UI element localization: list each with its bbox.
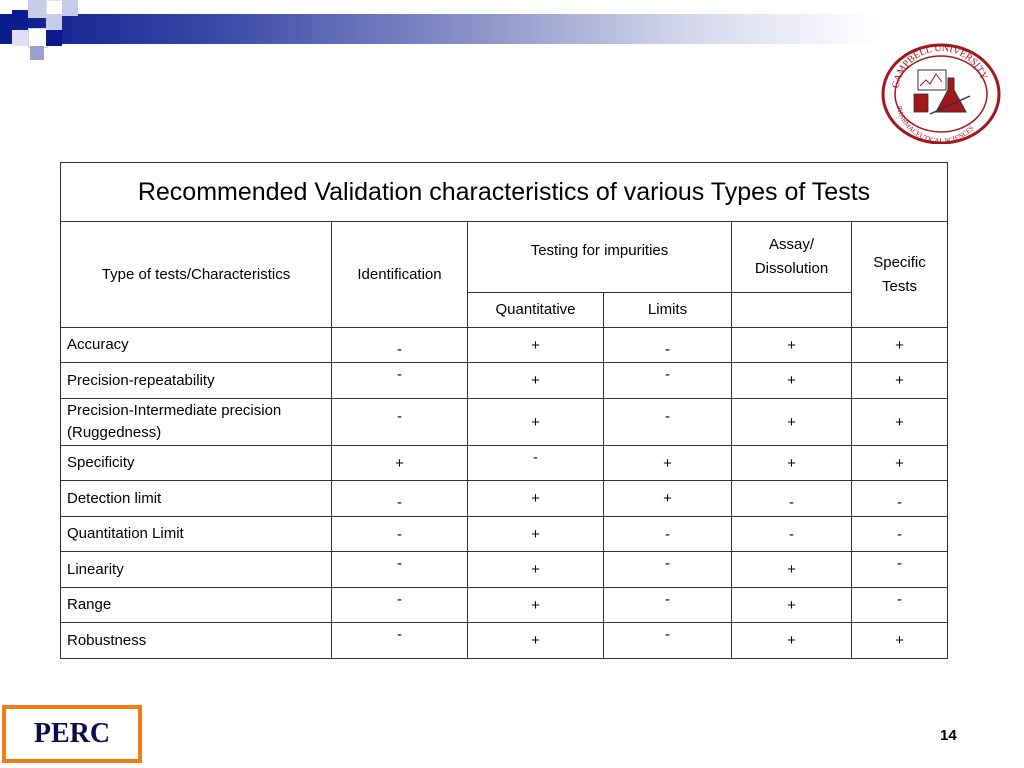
cell-assay: + <box>732 399 852 446</box>
row-label: Specificity <box>61 446 332 481</box>
decor-square <box>30 46 44 60</box>
cell-specific: - <box>852 517 948 552</box>
cell-specific: + <box>852 399 948 446</box>
cell-limits <box>604 588 732 623</box>
table-row <box>61 481 948 517</box>
cell-limits: + <box>604 446 732 481</box>
table-row <box>61 363 948 399</box>
table-row <box>61 623 948 659</box>
row-label: Accuracy <box>61 328 332 363</box>
cell-value: - <box>665 626 670 643</box>
cell-identification <box>332 481 468 517</box>
header-testing-impurities <box>468 222 732 293</box>
cell-specific <box>852 588 948 623</box>
table-row <box>61 328 948 363</box>
cell-specific <box>852 552 948 588</box>
cell-limits: + <box>604 481 732 517</box>
svg-text:CAMPBELL UNIVERSITY: CAMPBELL UNIVERSITY <box>890 42 990 90</box>
svg-text:PHARMACEUTICAL SCIENCES: PHARMACEUTICAL SCIENCES <box>894 105 976 144</box>
cell-quantitative: + <box>468 399 604 446</box>
cell-assay: + <box>732 552 852 588</box>
row-label: Precision-Intermediate precision (Ruggedness) <box>61 399 332 446</box>
cell-value: - <box>665 555 670 572</box>
cell-specific: + <box>852 623 948 659</box>
row-label: Precision-repeatability <box>61 363 332 399</box>
cell-quantitative: + <box>468 481 604 517</box>
header-limits: Limits <box>604 293 732 328</box>
cell-value: - <box>533 448 538 466</box>
cell-assay: + <box>732 446 852 481</box>
cell-value: - <box>789 494 794 511</box>
cell-quantitative: + <box>468 517 604 552</box>
cell-specific: + <box>852 363 948 399</box>
cell-limits: - <box>604 517 732 552</box>
cell-quantitative: + <box>468 552 604 588</box>
header-identification: Identification <box>332 222 468 328</box>
cell-identification <box>332 328 468 363</box>
table-row <box>61 446 948 481</box>
row-label: Robustness <box>61 623 332 659</box>
decor-square <box>46 30 62 46</box>
cell-value: - <box>397 555 402 572</box>
header-specific-line1: Specific <box>873 253 926 271</box>
cell-quantitative: + <box>468 363 604 399</box>
header-testing-impurities-label: Testing for impurities <box>530 242 669 259</box>
table-row <box>61 552 948 588</box>
header-assay-dissolution <box>732 222 852 293</box>
university-seal-logo <box>878 40 1004 144</box>
decor-square <box>62 0 78 16</box>
cell-value: - <box>397 626 402 643</box>
header-assay-line1: Assay/ <box>768 236 814 253</box>
row-label: Linearity <box>61 552 332 588</box>
cell-limits <box>604 552 732 588</box>
decor-square <box>12 30 28 46</box>
cell-limits <box>604 328 732 363</box>
row-label: Detection limit <box>61 481 332 517</box>
decor-square <box>12 10 28 26</box>
cell-value: - <box>397 494 402 511</box>
cell-identification <box>332 588 468 623</box>
header-type-of-tests: Type of tests/Characteristics <box>61 222 332 328</box>
cell-specific <box>852 481 948 517</box>
cell-limits <box>604 623 732 659</box>
cell-specific: + <box>852 328 948 363</box>
cell-identification: + <box>332 446 468 481</box>
cell-value: - <box>665 340 670 358</box>
cell-quantitative: + <box>468 328 604 363</box>
decor-square <box>28 28 48 48</box>
cell-quantitative <box>468 446 604 481</box>
cell-identification: - <box>332 517 468 552</box>
cell-assay: + <box>732 328 852 363</box>
cell-limits <box>604 399 732 446</box>
cell-value: - <box>665 366 670 383</box>
page-number: 14 <box>940 727 957 744</box>
header-specific-line2: Tests <box>881 277 917 295</box>
table-row <box>61 399 948 446</box>
cell-value: - <box>397 590 402 608</box>
validation-characteristics-table <box>60 162 948 659</box>
cell-value: - <box>897 555 902 572</box>
header-gradient-bar <box>0 14 880 44</box>
decor-square <box>46 14 62 30</box>
cell-value: - <box>897 590 902 608</box>
cell-identification <box>332 399 468 446</box>
cell-value: - <box>897 494 902 511</box>
cell-value: - <box>397 366 402 383</box>
cell-quantitative: + <box>468 623 604 659</box>
header-assay-line2: Dissolution <box>754 260 829 277</box>
cell-assay: + <box>732 363 852 399</box>
cell-quantitative: + <box>468 588 604 623</box>
cell-value: - <box>665 590 670 608</box>
header-specific-tests <box>852 222 948 328</box>
cell-value: - <box>397 407 402 425</box>
cell-identification <box>332 552 468 588</box>
cell-identification <box>332 623 468 659</box>
cell-value: - <box>665 407 670 425</box>
cell-assay: + <box>732 588 852 623</box>
cell-assay: + <box>732 623 852 659</box>
cell-limits <box>604 363 732 399</box>
row-label: Quantitation Limit <box>61 517 332 552</box>
decor-square <box>28 0 46 18</box>
table-row <box>61 517 948 552</box>
cell-assay: - <box>732 517 852 552</box>
row-label: Range <box>61 588 332 623</box>
header-quantitative: Quantitative <box>468 293 604 328</box>
cell-identification <box>332 363 468 399</box>
table-title: Recommended Validation characteristics of various Types of Tests <box>61 163 948 222</box>
cell-specific: + <box>852 446 948 481</box>
perc-logo: PERC <box>2 705 142 763</box>
header-assay-empty <box>732 293 852 328</box>
table-row <box>61 588 948 623</box>
cell-assay <box>732 481 852 517</box>
cell-value: - <box>397 340 402 358</box>
